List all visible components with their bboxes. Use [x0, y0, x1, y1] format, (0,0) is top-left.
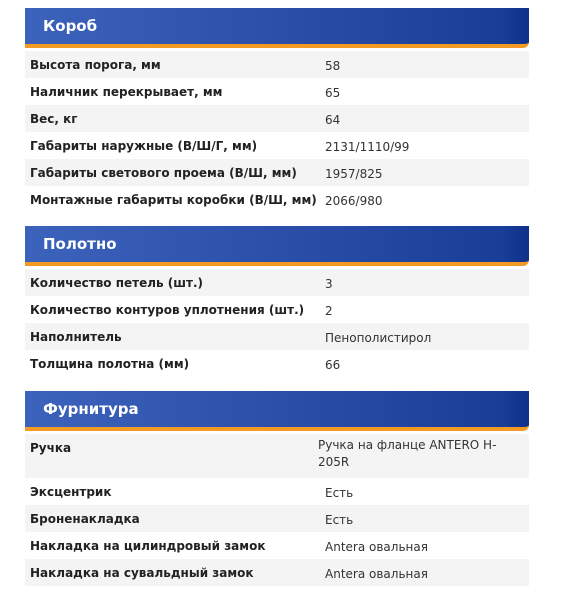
table-row	[25, 478, 529, 505]
row-label: Наличник перекрывает, мм	[30, 85, 223, 99]
table-row	[25, 78, 529, 105]
table-row	[25, 559, 529, 586]
table-row	[25, 296, 529, 323]
section-furnitura	[25, 391, 529, 586]
section-title: Полотно	[43, 235, 117, 253]
row-value: Antera овальная	[325, 540, 428, 554]
section-korob	[25, 8, 529, 213]
row-label: Ручка	[30, 441, 72, 455]
row-label: Монтажные габариты коробки (В/Ш, мм)	[30, 193, 317, 207]
row-label: Вес, кг	[30, 112, 78, 126]
table-row	[25, 350, 529, 377]
row-value: 65	[325, 86, 341, 100]
table-row	[25, 532, 529, 559]
table-row	[25, 51, 529, 78]
row-label: Количество контуров уплотнения (шт.)	[30, 303, 305, 317]
section-title: Короб	[43, 17, 98, 35]
row-value: 1957/825	[325, 167, 383, 181]
spec-table	[25, 51, 529, 213]
row-value: 64	[325, 113, 341, 127]
row-value: 66	[325, 358, 341, 372]
row-label: Накладка на цилиндровый замок	[30, 539, 266, 553]
spec-table	[25, 434, 529, 586]
row-value: Есть	[325, 513, 354, 527]
row-value: Пенополистирол	[325, 331, 432, 345]
row-label: Количество петель (шт.)	[30, 276, 204, 290]
row-value: Ручка на фланце ANTERO H-205R	[318, 438, 497, 469]
table-row	[25, 505, 529, 532]
row-label: Накладка на сувальдный замок	[30, 566, 254, 580]
table-row	[25, 105, 529, 132]
row-label: Высота порога, мм	[30, 58, 161, 72]
row-value: 2131/1110/99	[325, 140, 410, 154]
row-value: 3	[325, 277, 333, 291]
spec-table	[25, 269, 529, 377]
table-row	[25, 269, 529, 296]
row-value: 58	[325, 59, 341, 73]
section-polotno	[25, 226, 529, 377]
table-row	[25, 159, 529, 186]
section-title: Фурнитура	[43, 400, 139, 418]
row-value: Есть	[325, 486, 354, 500]
table-row	[25, 186, 529, 213]
row-label: Габариты светового проема (В/Ш, мм)	[30, 166, 297, 180]
section-header	[25, 8, 529, 48]
row-value: 2	[325, 304, 333, 318]
table-row	[25, 434, 529, 478]
table-row	[25, 132, 529, 159]
row-label: Наполнитель	[30, 330, 122, 344]
row-label: Габариты наружные (В/Ш/Г, мм)	[30, 139, 258, 153]
row-value: Antera овальная	[325, 567, 428, 581]
table-row	[25, 323, 529, 350]
section-header	[25, 391, 529, 431]
row-label: Эксцентрик	[30, 485, 112, 499]
row-label: Броненакладка	[30, 512, 140, 526]
row-value: 2066/980	[325, 194, 383, 208]
row-label: Толщина полотна (мм)	[30, 357, 190, 371]
section-header	[25, 226, 529, 266]
